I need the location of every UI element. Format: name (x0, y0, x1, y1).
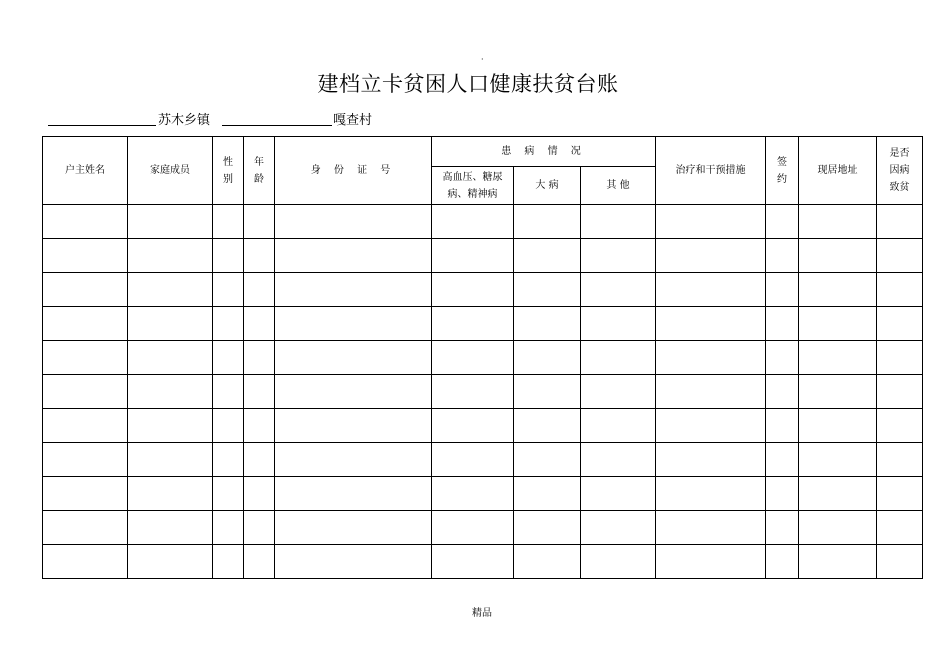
table-cell[interactable] (581, 443, 656, 477)
table-cell[interactable] (766, 205, 799, 239)
table-cell[interactable] (514, 477, 581, 511)
table-cell[interactable] (656, 239, 766, 273)
table-row (43, 477, 923, 511)
col-address: 现居地址 (799, 137, 877, 205)
table-row (43, 545, 923, 579)
col-signed-line-1: 签 (777, 156, 787, 168)
table-cell[interactable] (581, 273, 656, 307)
table-cell[interactable] (213, 511, 244, 545)
table-cell[interactable] (656, 477, 766, 511)
table-cell[interactable] (877, 443, 923, 477)
table-cell[interactable] (275, 239, 432, 273)
table-cell[interactable] (877, 239, 923, 273)
ledger-table (42, 136, 923, 579)
ledger-body (43, 205, 923, 579)
table-cell[interactable] (128, 443, 213, 477)
table-cell[interactable] (432, 341, 514, 375)
village-blank (222, 125, 332, 126)
table-cell[interactable] (244, 341, 275, 375)
table-cell[interactable] (766, 307, 799, 341)
table-cell[interactable] (877, 341, 923, 375)
table-cell[interactable] (213, 341, 244, 375)
table-cell[interactable] (514, 239, 581, 273)
table-cell[interactable] (766, 443, 799, 477)
table-cell[interactable] (581, 307, 656, 341)
col-poverty-line-1: 是否 (889, 148, 910, 159)
table-cell[interactable] (213, 307, 244, 341)
table-cell[interactable] (128, 511, 213, 545)
table-cell[interactable] (43, 205, 128, 239)
table-cell[interactable] (128, 273, 213, 307)
table-cell[interactable] (213, 205, 244, 239)
table-cell[interactable] (128, 375, 213, 409)
table-cell[interactable] (799, 307, 877, 341)
table-cell[interactable] (581, 341, 656, 375)
table-cell[interactable] (514, 205, 581, 239)
table-cell[interactable] (432, 375, 514, 409)
col-family-member: 家庭成员 (128, 137, 213, 205)
col-major-illness: 大 病 (514, 167, 581, 205)
table-cell[interactable] (275, 375, 432, 409)
table-cell[interactable] (244, 205, 275, 239)
table-cell[interactable] (213, 477, 244, 511)
col-chronic-line-2: 病、精神病 (447, 188, 498, 200)
table-cell[interactable] (581, 477, 656, 511)
table-cell[interactable] (244, 443, 275, 477)
table-row (43, 239, 923, 273)
table-cell[interactable] (244, 307, 275, 341)
col-id-number: 身 份 证 号 (275, 137, 432, 205)
table-cell[interactable] (432, 409, 514, 443)
table-cell[interactable] (275, 477, 432, 511)
table-cell[interactable] (432, 273, 514, 307)
table-cell[interactable] (128, 477, 213, 511)
header-dot: · (481, 55, 484, 64)
table-cell[interactable] (766, 239, 799, 273)
table-cell[interactable] (275, 409, 432, 443)
table-cell[interactable] (799, 511, 877, 545)
table-cell[interactable] (244, 239, 275, 273)
table-cell[interactable] (877, 273, 923, 307)
table-cell[interactable] (514, 307, 581, 341)
table-cell[interactable] (799, 239, 877, 273)
table-cell[interactable] (43, 239, 128, 273)
township-blank (48, 125, 156, 126)
table-cell[interactable] (244, 409, 275, 443)
table-row (43, 409, 923, 443)
table-cell[interactable] (799, 409, 877, 443)
table-cell[interactable] (275, 341, 432, 375)
col-chronic (432, 167, 514, 205)
table-cell[interactable] (656, 409, 766, 443)
footer-text: 精品 (472, 608, 492, 619)
table-cell[interactable] (799, 443, 877, 477)
table-cell[interactable] (213, 239, 244, 273)
table-cell[interactable] (799, 545, 877, 579)
table-cell[interactable] (656, 375, 766, 409)
table-cell[interactable] (514, 375, 581, 409)
col-gender-line-2: 别 (223, 173, 233, 185)
table-cell[interactable] (766, 341, 799, 375)
table-cell[interactable] (244, 511, 275, 545)
table-cell[interactable] (656, 307, 766, 341)
table-cell[interactable] (43, 375, 128, 409)
table-cell[interactable] (43, 307, 128, 341)
township-label: 苏木乡镇 (158, 113, 211, 128)
col-householder: 户主姓名 (43, 137, 128, 205)
table-cell[interactable] (432, 239, 514, 273)
table-cell[interactable] (877, 375, 923, 409)
col-poverty-line-3: 致贫 (889, 182, 910, 193)
table-cell[interactable] (514, 545, 581, 579)
table-cell[interactable] (213, 409, 244, 443)
table-cell[interactable] (432, 205, 514, 239)
table-cell[interactable] (128, 239, 213, 273)
table-cell[interactable] (128, 205, 213, 239)
table-cell[interactable] (275, 205, 432, 239)
table-cell[interactable] (213, 273, 244, 307)
table-cell[interactable] (432, 307, 514, 341)
page-title: 建档立卡贫困人口健康扶贫台账 (317, 72, 619, 96)
table-cell[interactable] (213, 443, 244, 477)
table-row (43, 341, 923, 375)
table-cell[interactable] (799, 375, 877, 409)
table-cell[interactable] (656, 273, 766, 307)
table-cell[interactable] (432, 511, 514, 545)
table-cell[interactable] (656, 511, 766, 545)
table-row (43, 443, 923, 477)
col-poverty-line-2: 因病 (889, 165, 910, 176)
table-cell[interactable] (244, 545, 275, 579)
table-cell[interactable] (43, 341, 128, 375)
table-cell[interactable] (275, 273, 432, 307)
table-row (43, 273, 923, 307)
table-cell[interactable] (766, 409, 799, 443)
table-cell[interactable] (799, 341, 877, 375)
table-cell[interactable] (766, 511, 799, 545)
table-cell[interactable] (514, 511, 581, 545)
table-cell[interactable] (213, 545, 244, 579)
table-cell[interactable] (432, 443, 514, 477)
table-cell[interactable] (877, 307, 923, 341)
table-cell[interactable] (43, 443, 128, 477)
col-signed-line-2: 约 (777, 173, 787, 185)
table-cell[interactable] (877, 545, 923, 579)
table-cell[interactable] (514, 409, 581, 443)
col-age-line-1: 年 (254, 156, 264, 168)
table-cell[interactable] (877, 409, 923, 443)
table-cell[interactable] (877, 205, 923, 239)
table-cell[interactable] (877, 511, 923, 545)
table-cell[interactable] (275, 545, 432, 579)
table-cell[interactable] (656, 341, 766, 375)
table-cell[interactable] (877, 477, 923, 511)
table-cell[interactable] (514, 341, 581, 375)
table-cell[interactable] (581, 511, 656, 545)
col-poverty-cause (877, 137, 923, 205)
table-cell[interactable] (766, 545, 799, 579)
table-cell[interactable] (275, 443, 432, 477)
col-treatment: 治疗和干预措施 (656, 137, 766, 205)
header-row-1 (43, 137, 923, 167)
table-cell[interactable] (766, 273, 799, 307)
table-cell[interactable] (799, 205, 877, 239)
table-cell[interactable] (514, 443, 581, 477)
table-cell[interactable] (43, 273, 128, 307)
table-cell[interactable] (432, 477, 514, 511)
col-chronic-line-1: 高血压、糖尿 (442, 171, 503, 183)
table-cell[interactable] (43, 545, 128, 579)
table-cell[interactable] (656, 205, 766, 239)
table-cell[interactable] (581, 375, 656, 409)
table-cell[interactable] (581, 239, 656, 273)
col-age (244, 137, 275, 205)
table-cell[interactable] (432, 545, 514, 579)
table-cell[interactable] (581, 545, 656, 579)
table-cell[interactable] (581, 409, 656, 443)
table-cell[interactable] (244, 477, 275, 511)
table-row (43, 205, 923, 239)
table-row (43, 375, 923, 409)
col-illness-group: 患 病 情 况 (432, 137, 656, 167)
table-cell[interactable] (514, 273, 581, 307)
table-cell[interactable] (656, 443, 766, 477)
table-cell[interactable] (128, 409, 213, 443)
table-cell[interactable] (275, 307, 432, 341)
table-cell[interactable] (128, 307, 213, 341)
table-row (43, 307, 923, 341)
table-cell[interactable] (766, 375, 799, 409)
col-age-line-2: 龄 (254, 173, 264, 185)
col-signed (766, 137, 799, 205)
col-gender-line-1: 性 (223, 156, 233, 168)
table-cell[interactable] (43, 511, 128, 545)
table-cell[interactable] (213, 375, 244, 409)
col-other: 其 他 (581, 167, 656, 205)
table-cell[interactable] (275, 511, 432, 545)
table-cell[interactable] (128, 341, 213, 375)
village-label: 嘎查村 (333, 113, 373, 128)
table-cell[interactable] (799, 273, 877, 307)
table-cell[interactable] (656, 545, 766, 579)
table-cell[interactable] (244, 375, 275, 409)
table-cell[interactable] (128, 545, 213, 579)
table-cell[interactable] (766, 477, 799, 511)
table-cell[interactable] (799, 477, 877, 511)
table-row (43, 511, 923, 545)
table-cell[interactable] (581, 205, 656, 239)
table-cell[interactable] (244, 273, 275, 307)
col-gender (213, 137, 244, 205)
table-cell[interactable] (43, 477, 128, 511)
table-cell[interactable] (43, 409, 128, 443)
